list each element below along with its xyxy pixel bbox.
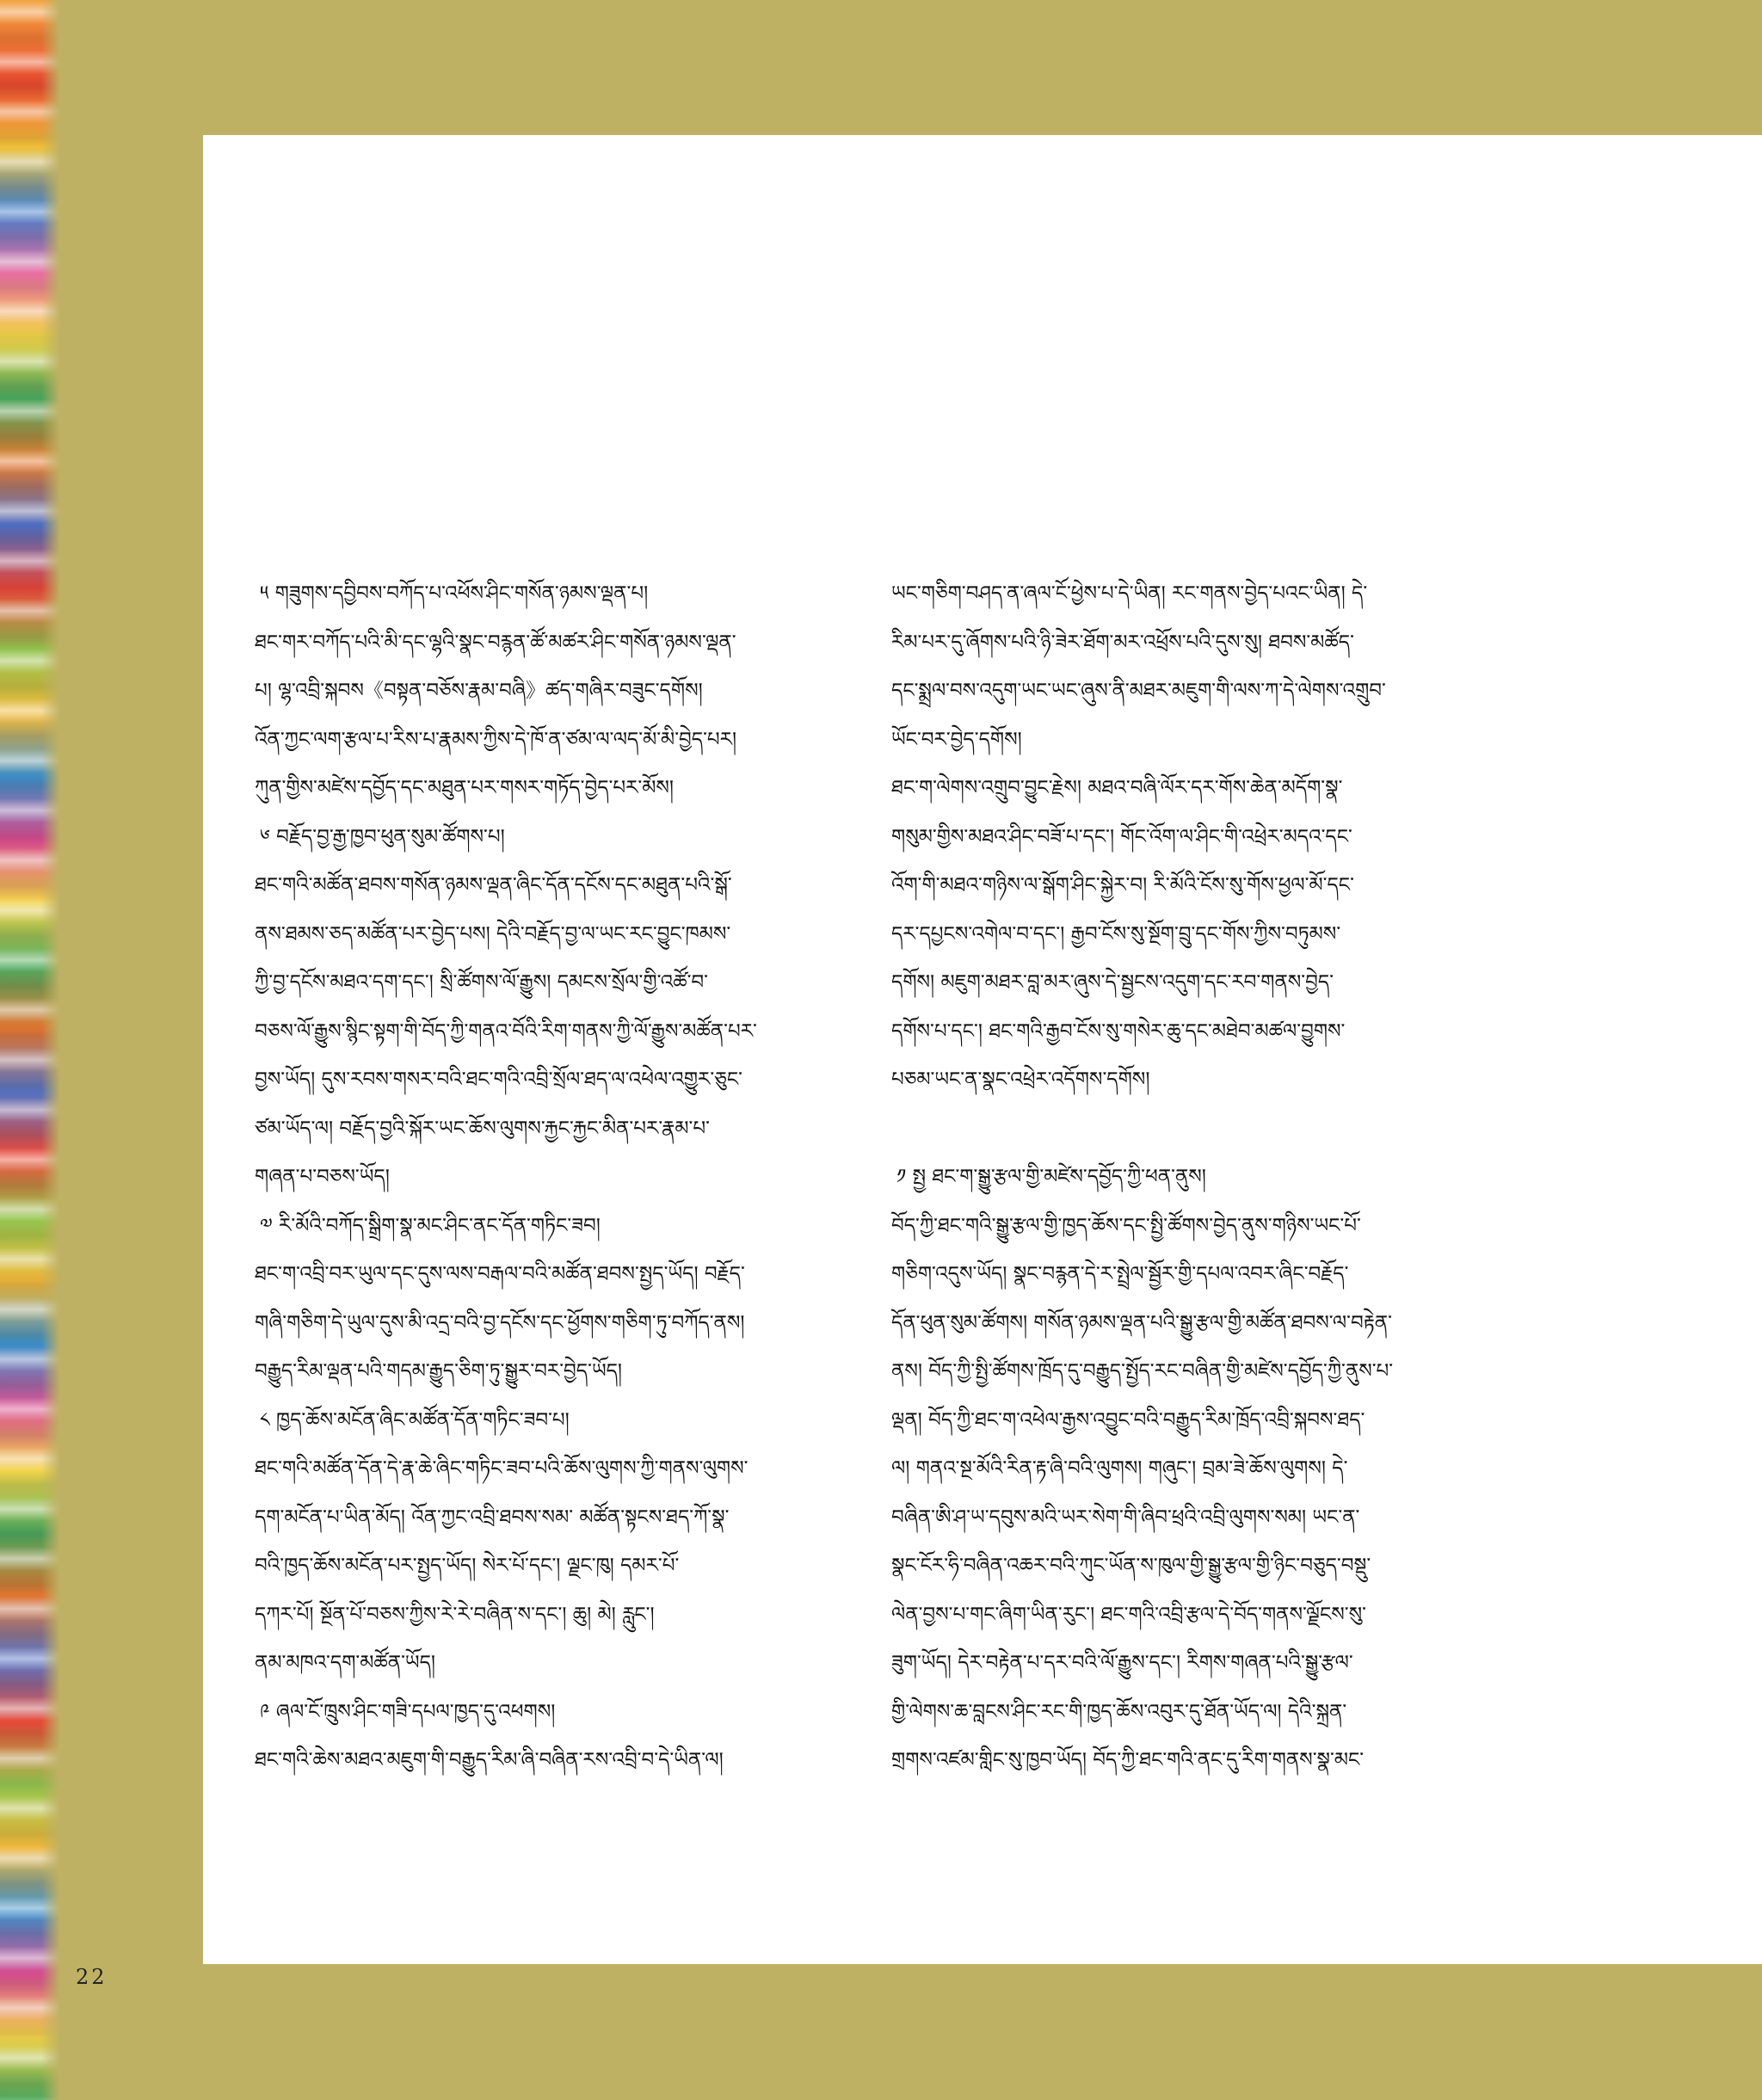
right-text-line: པཅམ་ཡང་ན་སྣང་འཕྲེར་འདོགས་དགོས། [891, 1068, 1150, 1091]
right-text-line: གྱི་ལེགས་ཆ་བླངས་ཤིང་རང་གི་ཁྱད་ཆོས་འབུར་དུ་ཐོན་ཡོད་ལ། དེའི་སྐྲན་ [891, 1700, 1347, 1723]
page-number: 22 [76, 1965, 108, 1989]
right-text-line: དོན་ཕུན་སུམ་ཚོགས། གསོན་ཉམས་ལྡན་པའི་སྒྱུ་རྩལ་གྱི་མཚོན་ཐབས་ལ་བརྟེན་ [891, 1311, 1392, 1334]
left-text-line: བྱས་ཡོད། དུས་རབས་གསར་བའི་ཐང་གའི་འབྲི་སྲོལ་ཐད་ལ་འཕེལ་འགྱུར་ཅུང་ [255, 1068, 742, 1091]
left-text-line: ཐང་གའི་ཆེས་མཐའ་མཇུག་གི་བརྒྱུད་རིམ་ཞི་བཞིན་རས་འབྲི་བ་དེ་ཡིན་ལ། [255, 1749, 724, 1771]
right-text-line: ཡང་གཅིག་བཤད་ན་ཞལ་ངོ་ཕྱེས་པ་དེ་ཡིན། རང་གནས་བྱེད་པའང་ཡིན། དེ་ [891, 582, 1368, 605]
left-text-line: ཀུན་གྱིས་མཛེས་དབྱོད་དང་མཐུན་པར་གསར་གཏོད་བྱེད་པར་མོས། [255, 777, 675, 799]
decorative-color-strip [0, 0, 60, 2100]
left-text-line: ཙམ་ཡོད་ལ། བརྗོད་བྱའི་སྐོར་ཡང་ཆོས་ལུགས་རྐྱང་རྐྱང་མིན་པར་རྣམ་པ་ [255, 1117, 710, 1140]
left-text-line: འོན་ཀྱང་ལག་རྩལ་པ་རིས་པ་རྣམས་ཀྱིས་དེ་ཁོ་ན་ཙམ་ལ་ལད་མོ་མི་བྱེད་པར། [255, 728, 737, 751]
left-text-line: ཀྱི་བྱ་དངོས་མཐའ་དག་དང་། སྲི་ཚོགས་ལོ་རྒྱུས། དམངས་སྲོལ་གྱི་འཚོ་བ་ [255, 971, 708, 994]
left-section-heading: ༧ རི་མོའི་བཀོད་སྒྲིག་སྣ་མང་ཤིང་ནང་དོན་གཏིང་ཟབ། [260, 1214, 601, 1237]
left-text-line: བའི་ཁྱད་ཆོས་མངོན་པར་སྤྱད་ཡོད། སེར་པོ་དང་། ལྗང་ཁུ། དམར་པོ་ [255, 1555, 680, 1577]
right-text-line: གཅིག་འདུས་ཡོད། སྣང་བརྙན་དེ་ར་སྤྲེལ་སྦྱོར་གྱི་དཔལ་འབར་ཞིང་བརྗོད་ [891, 1263, 1349, 1285]
right-text-line: ལྡན། བོད་ཀྱི་ཐང་ག་འཕེལ་རྒྱས་འབྱུང་བའི་བརྒྱུད་རིམ་ཁྲོད་འབྲི་སྐབས་ཐད་ [891, 1408, 1365, 1432]
left-text-line: དཀར་པོ། སྔོན་པོ་བཅས་ཀྱིས་རེ་རེ་བཞིན་ས་དང་། ཆུ། མེ། རླུང་། [255, 1603, 655, 1626]
right-text-line: བོད་ཀྱི་ཐང་གའི་སྒྱུ་རྩལ་གྱི་ཁྱད་ཆོས་དང་སྤྱི་ཚོགས་བྱེད་ནུས་གཉིས་ཡང་པོ་ [891, 1214, 1361, 1237]
right-text-line: དགོས། མཇུག་མཐར་བླ་མར་ཞུས་དེ་སྦྱངས་འདུག་དང་རབ་གནས་བྱེད་ [891, 971, 1334, 994]
right-text-line: དང་སྨྲལ་བས་འདུག་ཡང་ཡང་ཞུས་ནི་མཐར་མཇུག་གི་ལས་ཀ་དེ་ལེགས་འགྲུབ་ [891, 680, 1386, 702]
left-text-line: བརྒྱུད་རིམ་ལྡན་པའི་གདམ་རྒྱུད་ཅིག་ཏུ་སྒྱུར་བར་བྱེད་ཡོད། [255, 1360, 623, 1383]
left-text-line: བཅས་ལོ་རྒྱུས་སྙིང་སྟག་གི་བོད་ཀྱི་གནའ་བོའི་རིག་གནས་ཀྱི་ལོ་རྒྱུས་མཚོན་པར་ [255, 1019, 757, 1043]
left-text-line: ནམ་མཁའ་དག་མཚོན་ཡོད། [255, 1652, 436, 1674]
right-text-line: ལ། གནའ་སྔ་མོའི་རིན་རྟ་ཞི་བའི་ལུགས། གཞུང་། བྲམ་ཟེ་ཆོས་ལུགས། དེ་ [891, 1457, 1348, 1480]
left-text-line: པ། ལྷ་འབྲི་སྐབས《བསྟན་བཅོས་རྣམ་བཞི》ཚད་གཞིར་བཟུང་དགོས། [255, 680, 703, 702]
left-text-column [255, 570, 840, 1785]
page-content-panel [203, 135, 1762, 1964]
left-text-line: གཞན་པ་བཅས་ཡོད། [255, 1166, 390, 1188]
left-text-line: དག་མངོན་པ་ཡིན་མོད། འོན་ཀྱང་འབྲི་ཐབས་སམ་ མཚོན་སྟངས་ཐད་ཀོ་སྣ་ [255, 1506, 730, 1529]
left-text-line: ནས་ཐམས་ཅད་མཚོན་པར་བྱེད་པས། དེའི་བརྗོད་བྱ་ལ་ཡང་རང་བྱུང་ཁམས་ [255, 922, 731, 945]
right-text-line: ཐང་ག་ལེགས་འགྲུབ་བྱུང་རྗེས། མཐའ་བཞི་ལོར་དར་གོས་ཆེན་མདོག་སྣ་ [891, 777, 1343, 799]
left-text-line: ཐང་གའི་མཚོན་ཐབས་གསོན་ཉམས་ལྡན་ཞིང་དོན་དངོས་དང་མཐུན་པའི་སྒོ་ [255, 874, 732, 896]
right-text-line: འོག་གི་མཐའ་གཉིས་ལ་སྒོག་ཤིང་སྐྱེར་བ། རི་མོའི་ངོས་སུ་གོས་ཕྱལ་མོ་དང་ [891, 874, 1354, 896]
right-text-line: རིམ་པར་དུ་ཞོགས་པའི་ཉི་ཟེར་ཐོག་མར་འཕྲོས་པའི་དུས་སུ། ཐབས་མཚོད་ [891, 631, 1354, 654]
right-text-line: དགོས་པ་དང་། ཐང་གའི་རྒྱབ་ངོས་སུ་གསེར་ཆུ་དང་མཐེབ་མཚལ་བྱུགས་ [891, 1019, 1346, 1043]
left-section-heading: ༦ བརྗོད་བྱ་རྒྱ་ཁྱབ་ཕུན་སུམ་ཚོགས་པ། [260, 825, 505, 848]
right-text-line: གསུམ་གྱིས་མཐའ་ཤིང་བཟོ་པ་དང་། གོང་འོག་ལ་ཤིང་གི་འཕྲེར་མདའ་དང་ [891, 825, 1352, 848]
right-text-line: དར་དཔྱངས་འགེལ་བ་དང་། རྒྱབ་ངོས་སུ་སྔོག་བྲུ་དང་གོས་ཀྱིས་བཏུམས་ [891, 922, 1341, 945]
left-text-line: ཐང་ག་འབྲི་བར་ཡུལ་དང་དུས་ལས་བརྒལ་བའི་མཚོན་ཐབས་སྤྱད་ཡོད། བརྗོད་ [255, 1263, 745, 1285]
right-text-line: གྲགས་འཛམ་གླིང་སུ་ཁྱབ་ཡོད། བོད་ཀྱི་ཐང་གའི་ནང་དུ་རིག་གནས་སྣ་མང་ [891, 1749, 1365, 1771]
left-section-heading: ༥ གཟུགས་དབྱིབས་བཀོད་པ་འཕོས་ཤིང་གསོན་ཉམས་ལྡན་པ། [260, 582, 649, 605]
left-text-line: གཞི་གཅིག་དེ་ཡུལ་དུས་མི་འདྲ་བའི་བྱ་དངོས་དང་ཕྱོགས་གཅིག་ཏུ་བཀོད་ནས། [255, 1311, 745, 1334]
right-text-line: ཟུག་ཡོད། དེར་བརྟེན་པ་དར་བའི་ལོ་རྒྱུས་དང་། རིགས་གཞན་པའི་སྒྱུ་རྩལ་ [891, 1652, 1353, 1674]
right-text-line: ཡོང་བར་བྱེད་དགོས། [891, 728, 1022, 751]
right-text-line: སྣང་ངོར་ཧི་བཞིན་འཆར་བའི་ཀུང་ཡོན་ས་ཁུལ་གྱི་སྒྱུ་རྩལ་གྱི་ཉིང་བཅུད་བསྡུ་ [891, 1555, 1371, 1577]
left-section-heading: ༩ ཞལ་ངོ་ཁྲུས་ཤིང་གཟི་དཔལ་ཁྱད་དུ་འཕགས། [260, 1700, 556, 1723]
left-text-line: ཐང་གར་བཀོད་པའི་མི་དང་ལྷའི་སྣང་བརྙན་ཚོ་མཚར་ཤིང་གསོན་ཉམས་ལྡན་ [255, 631, 736, 654]
right-text-column [891, 570, 1476, 1785]
left-text-line: ཐང་གའི་མཚོན་དོན་དེ་རྣ་ཆེ་ཞིང་གཏིང་ཟབ་པའི་ཆོས་ལུགས་ཀྱི་གནས་ལུགས་ [255, 1457, 749, 1480]
right-text-line: ལེན་བྱས་པ་གང་ཞིག་ཡིན་རུང་། ཐང་གའི་འབྲི་རྩལ་དེ་བོད་གནས་ལྗོངས་སུ་ [891, 1603, 1366, 1626]
right-text-line: ནས། བོད་ཀྱི་སྤྱི་ཚོགས་ཁྲོད་དུ་བརྒྱུད་སྤྱོད་རང་བཞིན་གྱི་མཛེས་དབྱོད་ཀྱི་ནུས་པ་ [891, 1360, 1394, 1383]
paragraph-spacer [891, 1105, 1476, 1154]
right-section-heading: ༡ སྤྱ ཐང་ག་སྒྱུ་རྩལ་གྱི་མཛེས་དབྱོད་ཀྱི་ཕན་ནུས། [896, 1166, 1206, 1188]
right-text-line: བཞིན་ཨི་ཤ་ཡ་དབུས་མའི་ཡར་སེག་གི་ཞིབ་ཕྲའི་འབྲི་ལུགས་སམ། ཡང་ན་ [891, 1506, 1360, 1529]
left-section-heading: ༨ ཁྱད་ཆོས་མངོན་ཞིང་མཚོན་དོན་གཏིང་ཟབ་པ། [260, 1408, 570, 1432]
